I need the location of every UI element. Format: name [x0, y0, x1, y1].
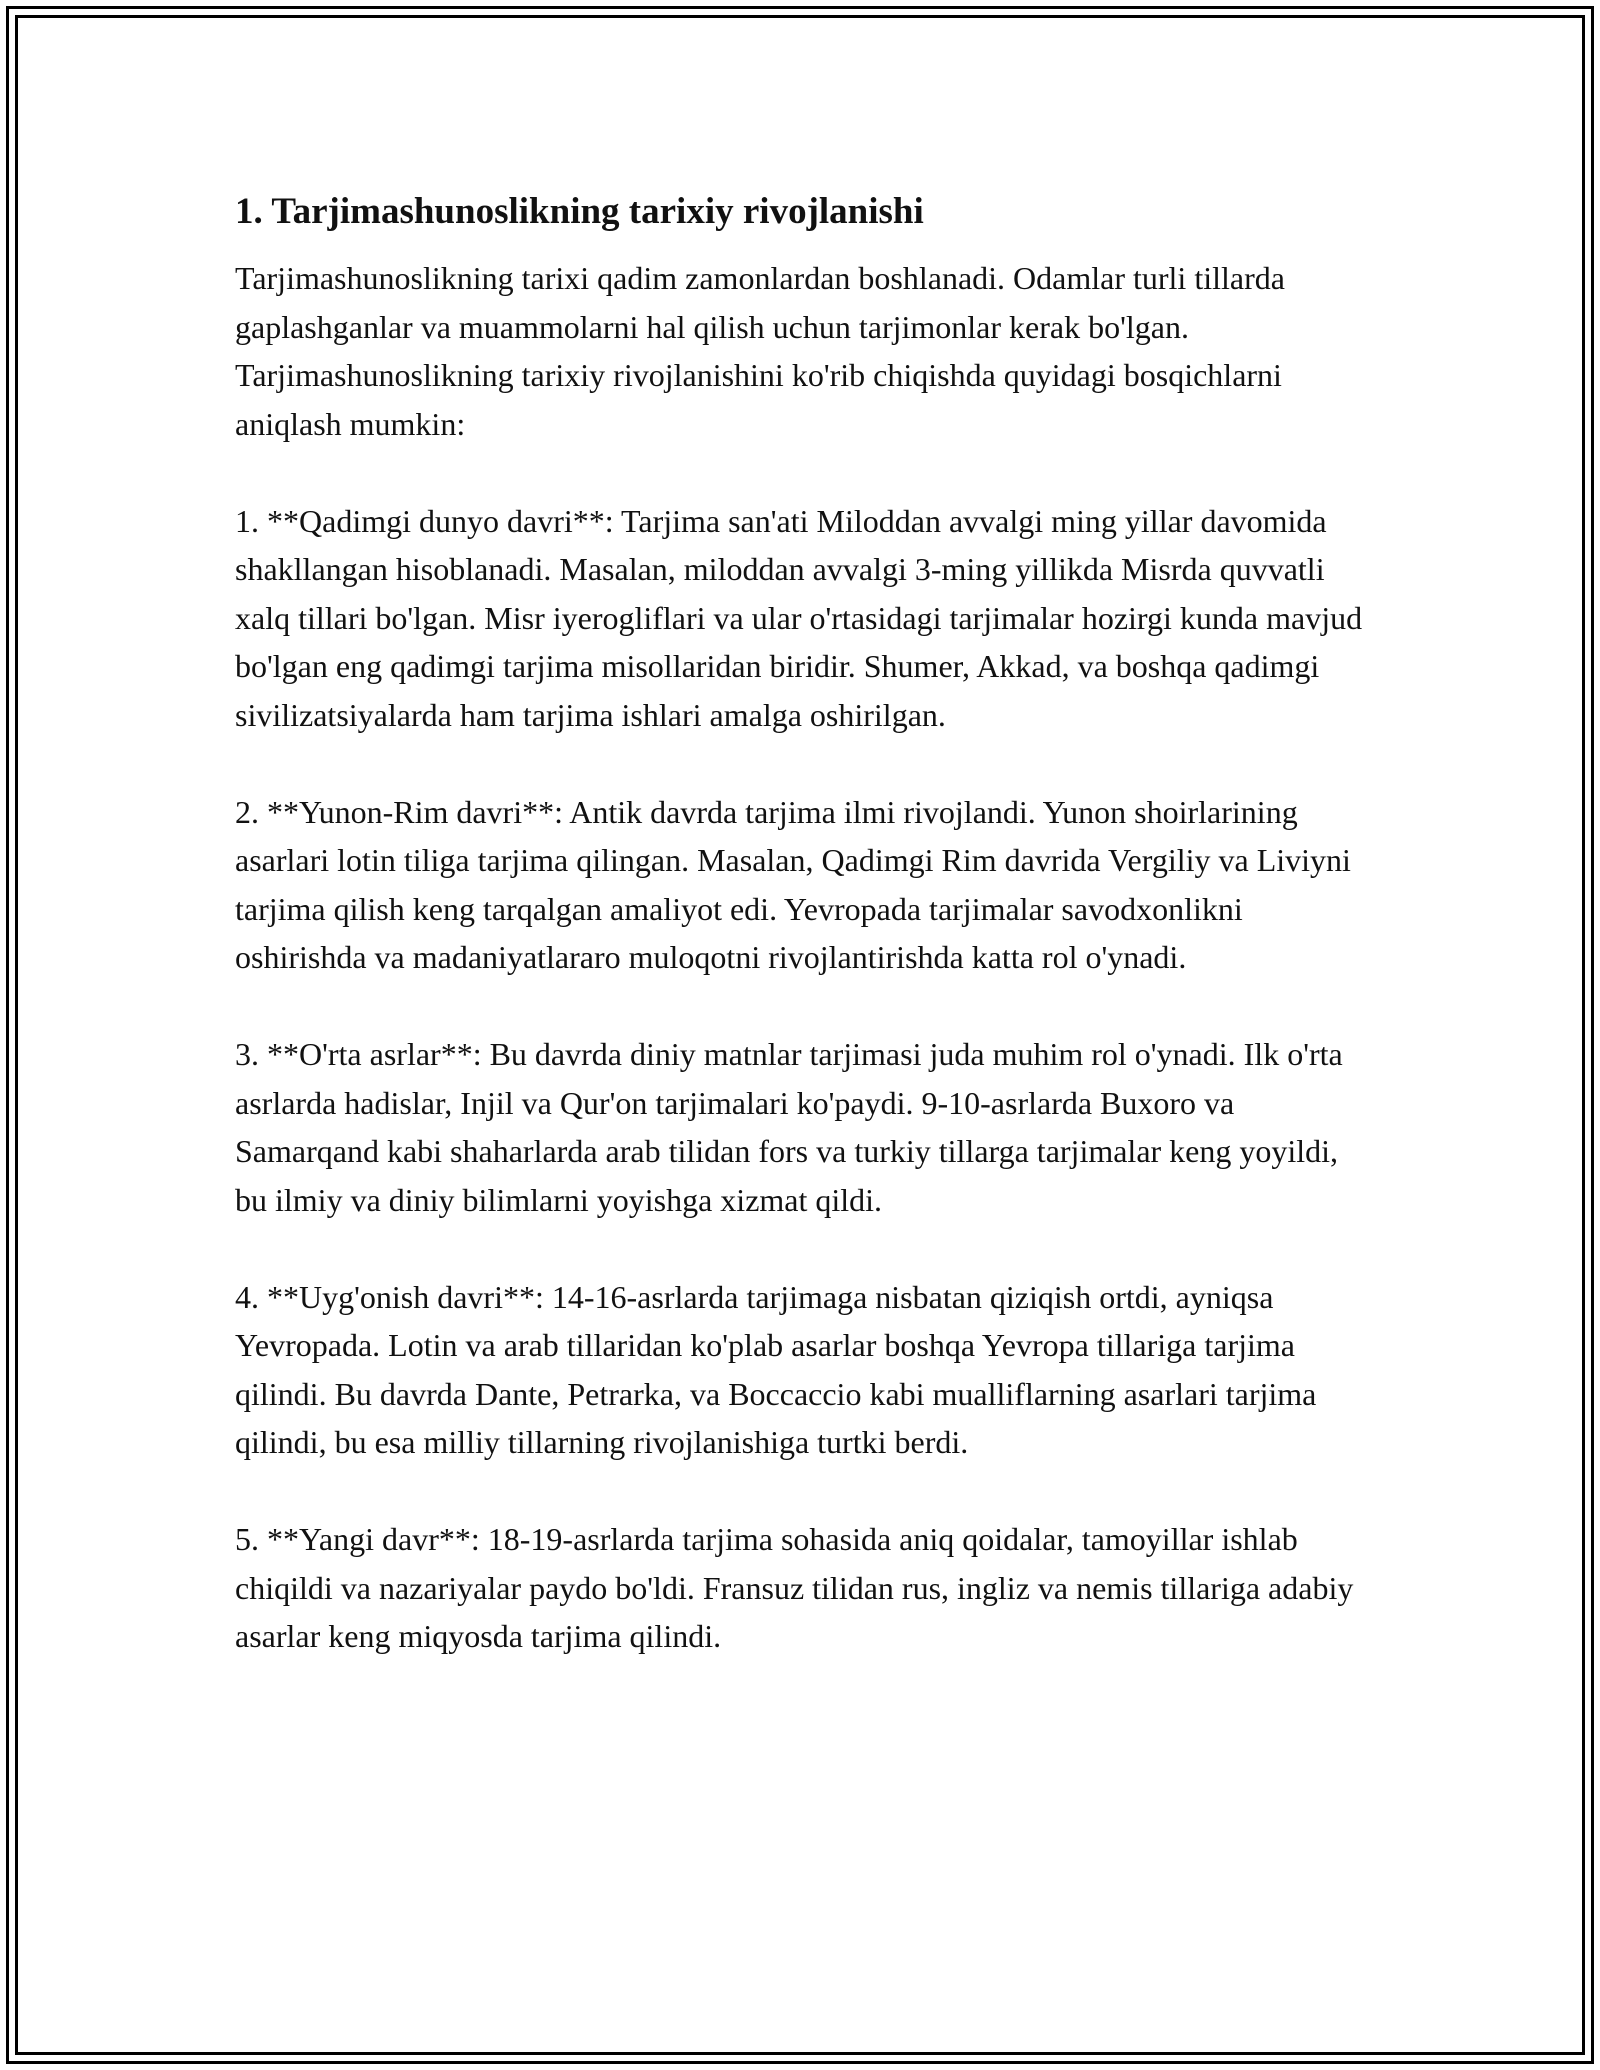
paragraph-greco-roman: 2. **Yunon-Rim davri**: Antik davrda tarjima ilmi rivojlandi. Yunon shoirlarining asarlari lotin tiliga tarjima qilingan. Masalan, Qadimgi Rim davrida Vergiliy va Liviyni tarjima qilish keng tarqalgan amaliyot edi. Yevropada tarjimalar savodxonlikni oshirishda va madaniyatlararo muloqotni rivojlantirishda katta rol o'ynadi.: [235, 793, 1351, 975]
paragraph-ancient-world: 1. **Qadimgi dunyo davri**: Tarjima san'ati Miloddan avvalgi ming yillar davomida shakllangan hisoblanadi. Masalan, miloddan avvalgi 3-ming yillikda Misrda quvvatli xalq tillari bo'lgan. Misr iyerogliflari va ular o'rtasidagi tarjimalar hozirgi kunda mavjud bo'lgan eng qadimgi tarjima misollaridan biridir. Shumer, Akkad, va boshqa qadimgi sivilizatsiyalarda ham tarjima ishlari amalga oshirilgan.: [235, 502, 1363, 733]
paragraph-middle-ages: 3. **O'rta asrlar**: Bu davrda diniy matnlar tarjimasi juda muhim rol o'ynadi. Ilk o'rta asrlarda hadislar, Injil va Qur'on tarjimalari ko'paydi. 9-10-asrlarda Buxoro va Samarqand kabi shaharlarda arab tilidan fors va turkiy tillarga tarjimalar keng yoyildi, bu ilmiy va diniy bilimlarni yoyishga xizmat qildi.: [235, 1036, 1343, 1218]
intro-paragraph: Tarjimashunoslikning tarixi qadim zamonlardan boshlanadi. Odamlar turli tillarda gaplashganlar va muammolarni hal qilish uchun tarjimonlar kerak bo'lgan. Tarjimashunoslikning tarixiy rivojlanishini ko'rib chiqishda quyidagi bosqichlarni aniqlash mumkin:: [235, 260, 1285, 442]
document-body: [235, 188, 1375, 1709]
paragraph-renaissance: 4. **Uyg'onish davri**: 14-16-asrlarda tarjimaga nisbatan qiziqish ortdi, ayniqsa Yevropada. Lotin va arab tillaridan ko'plab asarlar boshqa Yevropa tillariga tarjima qilindi. Bu davrda Dante, Petrarka, va Boccaccio kabi mualliflarning asarlari tarjima qilindi, bu esa milliy tillarning rivojlanishiga turtki berdi.: [235, 1278, 1317, 1460]
section-heading: 1. Tarjimashunoslikning tarixiy rivojlanishi: [235, 191, 924, 232]
paragraph-modern-era: 5. **Yangi davr**: 18-19-asrlarda tarjima sohasida aniq qoidalar, tamoyillar ishlab chiqildi va nazariyalar paydo bo'ldi. Fransuz tilidan rus, ingliz va nemis tillariga adabiy asarlar keng miqyosda tarjima qilindi.: [235, 1521, 1354, 1654]
